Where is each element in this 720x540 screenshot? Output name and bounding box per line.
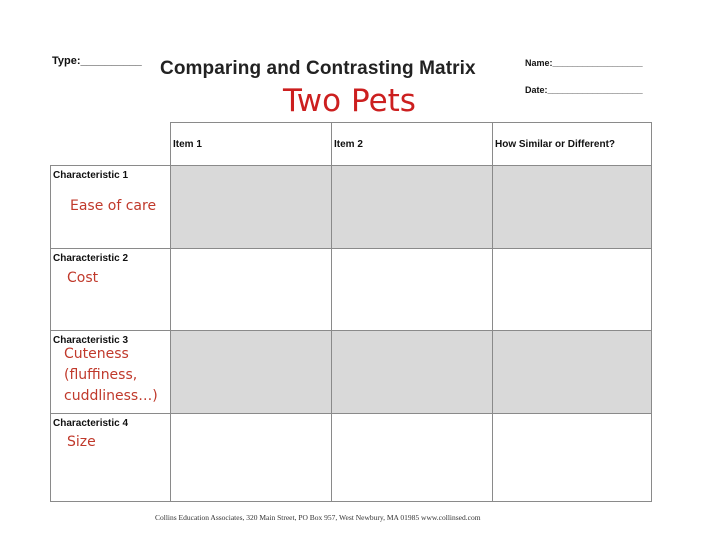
row-value-cost: Cost [67, 270, 99, 286]
grid-line-col-3 [492, 122, 493, 502]
row-3-shade [170, 331, 652, 413]
row-label-characteristic-1: Characteristic 1 [53, 170, 129, 181]
footer-address: Collins Education Associates, 320 Main Street, PO Box 957, West Newbury, MA 01985 www.collinsed.com [155, 513, 481, 522]
row-value-size: Size [67, 434, 96, 450]
grid-line-row-3 [50, 413, 652, 414]
name-field-label: Name:__________________ [525, 58, 643, 68]
grid-line-col-2 [331, 122, 332, 502]
row-label-characteristic-4: Characteristic 4 [53, 418, 129, 429]
grid-line-col-1 [170, 122, 171, 502]
page-title: Comparing and Contrasting Matrix [160, 58, 476, 79]
row-1-shade [170, 166, 652, 248]
row-label-characteristic-2: Characteristic 2 [53, 253, 129, 264]
column-header-comparison: How Similar or Different? [495, 139, 616, 150]
grid-line-left [50, 165, 51, 502]
grid-line-bottom [50, 501, 652, 502]
row-value-cuteness: Cuteness (fluffiness, cuddliness…) [64, 346, 158, 404]
column-header-item-2: Item 2 [334, 139, 363, 150]
subject-heading: Two Pets [283, 83, 416, 119]
row-label-characteristic-3: Characteristic 3 [53, 335, 129, 346]
grid-line-right [651, 122, 652, 502]
grid-line-top [170, 122, 652, 123]
grid-line-row-2 [50, 330, 652, 331]
date-field-label: Date:___________________ [525, 85, 643, 95]
grid-line-row-1 [50, 248, 652, 249]
comparison-matrix [50, 122, 652, 502]
grid-line-header [50, 165, 652, 166]
type-label: Type:__________ [52, 55, 142, 67]
column-header-item-1: Item 1 [173, 139, 202, 150]
row-value-ease-of-care: Ease of care [70, 198, 157, 214]
